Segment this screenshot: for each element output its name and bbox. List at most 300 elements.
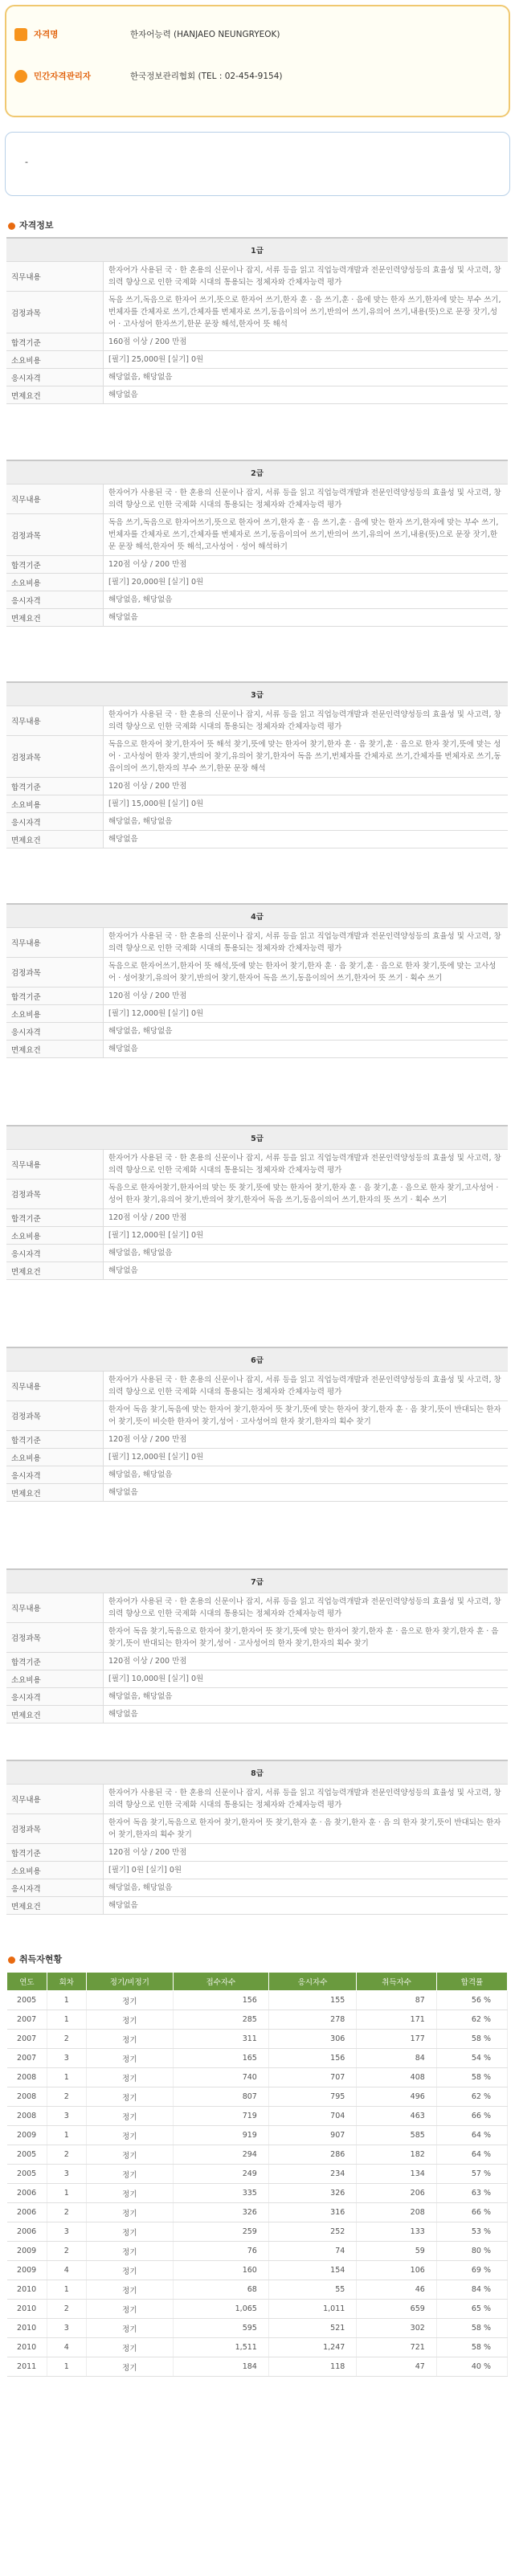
- grade-row-value: 한자어가 사용된 국 · 한 혼용의 신문이나 잡지, 서류 등을 읽고 직업능력개발과 전문인력양성등의 효율성 및 사고력, 창의력 향상으로 인한 국제화 시대의 통용되는 정체자와 간체자능력 평가: [104, 928, 509, 958]
- grade-row-value: [필기] 0원 [실기] 0원: [104, 1862, 509, 1879]
- grade-row-duty: [6, 262, 508, 292]
- grade-row-label: 응시자격: [6, 369, 104, 386]
- grade-row-label: 검정과목: [6, 1623, 104, 1653]
- grade-row-label: 검정과목: [6, 736, 104, 778]
- grade-row-label: 직무내용: [6, 706, 104, 736]
- qualification-name-label: 자격명: [34, 30, 59, 39]
- table-row: [7, 2261, 508, 2280]
- table-row: [7, 2184, 508, 2203]
- stats-cell: 정기: [86, 2030, 173, 2049]
- grade-row-label: 직무내용: [6, 928, 104, 958]
- table-row: [7, 2300, 508, 2319]
- grade-row-value: 120점 이상 / 200 만점: [104, 556, 509, 574]
- stats-cell: 286: [268, 2145, 356, 2165]
- grade-row-value: [필기] 12,000원 [실기] 0원: [104, 1227, 509, 1245]
- stats-cell: 2006: [7, 2184, 47, 2203]
- grade-row-subject: [6, 736, 508, 778]
- stats-cell: 2009: [7, 2126, 47, 2145]
- grade-row-value: 160점 이상 / 200 만점: [104, 333, 509, 351]
- grade-row-value: 해당없음: [104, 1262, 509, 1280]
- grade-row-label: 검정과목: [6, 514, 104, 556]
- stats-header-cell: 취득자수: [357, 1973, 437, 1991]
- stats-cell: 2008: [7, 2087, 47, 2107]
- grade-row-label: 응시자격: [6, 1879, 104, 1897]
- grade-row-value: 한자어가 사용된 국 · 한 혼용의 신문이나 잡지, 서류 등을 읽고 직업능력개발과 전문인력양성등의 효율성 및 사고력, 창의력 향상으로 인한 국제화 시대의 통용되는 정체자와 간체자능력 평가: [104, 706, 509, 736]
- stats-cell: 64 %: [436, 2126, 507, 2145]
- table-row: [7, 2165, 508, 2184]
- stats-cell: 58 %: [436, 2338, 507, 2357]
- stats-cell: 156: [173, 1991, 268, 2010]
- table-row: [7, 1991, 508, 2010]
- grade-row-value: 독음으로 한자어찾기,한자어의 맞는 뜻 찾기,뜻에 맞는 한자어 찾기,한자 훈 · 음 찾기,훈 · 음으로 한자 찾기,고사성어 · 성어 한자 찾기,유의어 찾기,반의어 찾기,한자어 독음 쓰기,동음이의어 쓰기,한자의 뜻 쓰기 · 획수 쓰기: [104, 1180, 509, 1209]
- grade-row-label: 소요비용: [6, 1862, 104, 1879]
- grade-row-label: 면제요건: [6, 1262, 104, 1280]
- grade-row-value: 해당없음, 해당없음: [104, 813, 509, 831]
- stats-cell: 496: [357, 2087, 437, 2107]
- grade-row-eligible: [6, 1688, 508, 1706]
- grade-row-value: 한자어가 사용된 국 · 한 혼용의 신문이나 잡지, 서류 등을 읽고 직업능력개발과 전문인력양성등의 효율성 및 사고력, 창의력 향상으로 인한 국제화 시대의 통용되는 정체자와 간체자능력 평가: [104, 1372, 509, 1401]
- grade-row-eligible: [6, 369, 508, 386]
- grade-row-duty: [6, 485, 508, 514]
- stats-cell: 919: [173, 2126, 268, 2145]
- stats-cell: 66 %: [436, 2203, 507, 2222]
- grade-row-value: 독음으로 한자어쓰기,한자어 뜻 해석,뜻에 맞는 한자어 찾기,한자 훈 · 음 찾기,훈 · 음으로 한자 찾기,뜻에 맞는 고사성어 · 성어찾기,유의어 찾기,반의어 찾기,한자어 독음 쓰기,동음이의어 쓰기,한자어 뜻 쓰기 · 획수 쓰기: [104, 958, 509, 987]
- stats-cell: 155: [268, 1991, 356, 2010]
- stats-cell: 1: [47, 2126, 86, 2145]
- table-row: [7, 2126, 508, 2145]
- grade-row-fee: [6, 1670, 508, 1688]
- grade-row-label: 응시자격: [6, 1466, 104, 1484]
- grade-row-duty: [6, 706, 508, 736]
- document-icon: [14, 28, 27, 41]
- grade-row-value: [필기] 12,000원 [실기] 0원: [104, 1005, 509, 1023]
- stats-cell: 2007: [7, 2030, 47, 2049]
- bullet-icon: [8, 223, 15, 230]
- grade-table: [6, 1760, 508, 1915]
- grade-row-label: 소요비용: [6, 1449, 104, 1466]
- stats-cell: 463: [357, 2107, 437, 2126]
- grade-row-value: 120점 이상 / 200 만점: [104, 1431, 509, 1449]
- grade-row-label: 응시자격: [6, 1023, 104, 1041]
- stats-cell: 4: [47, 2261, 86, 2280]
- stats-cell: 208: [357, 2203, 437, 2222]
- grade-row-pass: [6, 778, 508, 795]
- stats-cell: 2: [47, 2145, 86, 2165]
- grade-row-value: 해당없음, 해당없음: [104, 1466, 509, 1484]
- stats-cell: 106: [357, 2261, 437, 2280]
- grade-row-eligible: [6, 1245, 508, 1262]
- grade-row-label: 합격기준: [6, 778, 104, 795]
- stats-cell: 3: [47, 2107, 86, 2126]
- grade-row-label: 면제요건: [6, 1897, 104, 1915]
- stats-cell: 335: [173, 2184, 268, 2203]
- table-row: [7, 2280, 508, 2300]
- grade-row-label: 직무내용: [6, 1150, 104, 1180]
- grade-row-value: [필기] 20,000원 [실기] 0원: [104, 574, 509, 591]
- grade-row-label: 검정과목: [6, 1401, 104, 1431]
- grade-row-value: 한자어 독음 찾기,독음으로 한자어 찾기,한자어 뜻 찾기,한자 훈 · 음 찾기,한자 훈 · 음 의 한자 찾기,뜻이 반대되는 한자어 찾기,한자의 획수 찾기: [104, 1814, 509, 1844]
- stats-cell: 47: [357, 2357, 437, 2377]
- stats-cell: 정기: [86, 2107, 173, 2126]
- stats-cell: 1,511: [173, 2338, 268, 2357]
- grade-table: [6, 681, 508, 848]
- stats-cell: 정기: [86, 2261, 173, 2280]
- grade-row-value: 독음 쓰기,독음으로 한자어 쓰기,뜻으로 한자어 쓰기,한자 훈 · 음 쓰기,훈 · 음에 맞는 한자 쓰기,한자에 맞는 부수 쓰기,번체자를 간체자로 쓰기,간체자를 번체자로 쓰기,동음이의어 쓰기,반의어 쓰기,유의어 쓰기,내용(뜻)으로 문장 잣기,성어 · 고사성어 한자쓰기,한문 문장 해석,한자어 뜻 해석: [104, 292, 509, 333]
- stats-header-cell: 접수자수: [173, 1973, 268, 1991]
- grade-row-eligible: [6, 1879, 508, 1897]
- stats-cell: 2007: [7, 2010, 47, 2030]
- grade-row-exempt: [6, 1706, 508, 1723]
- stats-cell: 정기: [86, 1991, 173, 2010]
- qualification-name-value: 한자어능력 (HANJAEO NEUNGRYEOK): [130, 30, 280, 39]
- stats-cell: 719: [173, 2107, 268, 2126]
- grade-row-label: 직무내용: [6, 1593, 104, 1623]
- stats-cell: 165: [173, 2049, 268, 2068]
- stats-cell: 2008: [7, 2107, 47, 2126]
- stats-cell: 1,065: [173, 2300, 268, 2319]
- grade-row-subject: [6, 292, 508, 333]
- stats-cell: 294: [173, 2145, 268, 2165]
- stats-cell: 311: [173, 2030, 268, 2049]
- stats-cell: 2006: [7, 2203, 47, 2222]
- grade-row-subject: [6, 1814, 508, 1844]
- stats-cell: 521: [268, 2319, 356, 2338]
- grade-row-pass: [6, 1209, 508, 1227]
- stats-cell: 2005: [7, 1991, 47, 2010]
- stats-cell: 정기: [86, 2357, 173, 2377]
- table-row: [7, 2203, 508, 2222]
- stats-cell: 54 %: [436, 2049, 507, 2068]
- stats-cell: 259: [173, 2222, 268, 2242]
- stats-cell: 721: [357, 2338, 437, 2357]
- table-row: [7, 2068, 508, 2087]
- stats-cell: 234: [268, 2165, 356, 2184]
- stats-cell: 807: [173, 2087, 268, 2107]
- grade-row-subject: [6, 1180, 508, 1209]
- stats-cell: 80 %: [436, 2242, 507, 2261]
- stats-cell: 1,247: [268, 2338, 356, 2357]
- stats-header-cell: 합격률: [436, 1973, 507, 1991]
- stats-cell: 66 %: [436, 2107, 507, 2126]
- stats-cell: 2: [47, 2242, 86, 2261]
- grade-row-duty: [6, 1150, 508, 1180]
- grade-row-label: 합격기준: [6, 1431, 104, 1449]
- grade-row-label: 직무내용: [6, 485, 104, 514]
- stats-cell: 306: [268, 2030, 356, 2049]
- stats-cell: 정기: [86, 2319, 173, 2338]
- grade-row-value: 120점 이상 / 200 만점: [104, 1844, 509, 1862]
- grade-row-value: 독음으로 한자어 찾기,한자어 뜻 해석 찾기,뜻에 맞는 한자어 찾기,한자 훈 · 음 찾기,훈 · 음으로 한자 찾기,뜻에 맞는 성어 · 고사성어 한자 찾기,반의어 찾기,유의어 찾기,한자어 독음 쓰기,번체자를 간체자로 쓰기,간체자를 번체자로 쓰기,동음이의어 쓰기,한자의 부수 쓰기,한문 문장 해석: [104, 736, 509, 778]
- qualification-manager-label: 민간자격관리자: [34, 72, 92, 81]
- description-box: [5, 132, 510, 196]
- grade-row-value: 한자어가 사용된 국 · 한 혼용의 신문이나 잡지, 서류 등을 읽고 직업능력개발과 전문인력양성등의 효율성 및 사고력, 창의력 향상으로 인한 국제화 시대의 통용되는 정체자와 간체자능력 평가: [104, 1785, 509, 1814]
- grade-row-eligible: [6, 813, 508, 831]
- stats-cell: 285: [173, 2010, 268, 2030]
- grade-row-exempt: [6, 1041, 508, 1058]
- grade-row-subject: [6, 1623, 508, 1653]
- grade-row-value: [필기] 10,000원 [실기] 0원: [104, 1670, 509, 1688]
- grade-row-eligible: [6, 1466, 508, 1484]
- stats-cell: 69 %: [436, 2261, 507, 2280]
- stats-cell: 74: [268, 2242, 356, 2261]
- stats-cell: 정기: [86, 2087, 173, 2107]
- stats-cell: 184: [173, 2357, 268, 2377]
- description-text: -: [25, 157, 28, 167]
- qualification-manager-row: [14, 67, 283, 85]
- stats-cell: 326: [268, 2184, 356, 2203]
- grade-row-pass: [6, 1844, 508, 1862]
- grade-row-label: 소요비용: [6, 795, 104, 813]
- grade-row-label: 면제요건: [6, 1484, 104, 1502]
- stats-cell: 2009: [7, 2261, 47, 2280]
- section-title-info: [8, 219, 54, 231]
- grade-row-value: 한자어 독음 찾기,독음에 맞는 한자어 찾기,한자어 뜻 찾기,뜻에 맞는 한자어 찾기,한자 훈 · 음 찾기,뜻이 반대되는 한자어 찾기,뜻이 비슷한 한자어 찾기,성어 · 고사성어의 한자 찾기,한자의 획수 찾기: [104, 1401, 509, 1431]
- grade-row-label: 합격기준: [6, 333, 104, 351]
- section-title-stats-text: 취득자현황: [19, 1954, 63, 1965]
- stats-cell: 정기: [86, 2145, 173, 2165]
- grade-row-label: 소요비용: [6, 1005, 104, 1023]
- grade-title: 7급: [6, 1569, 508, 1593]
- stats-cell: 707: [268, 2068, 356, 2087]
- grade-row-pass: [6, 987, 508, 1005]
- qualification-header-box: [5, 5, 510, 117]
- grade-row-value: 독음 쓰기,독음으로 한자어쓰기,뜻으로 한자어 쓰기,한자 훈 · 음 쓰기,훈 · 음에 맞는 한자 쓰기,한자에 맞는 부수 쓰기,번체자를 간체자로 쓰기,간체자를 번체자로 쓰기,동음이의어 쓰기,반의어 쓰기,유의어 쓰기,내용(뜻)으로 문장 잣기,한문 문장 해석,한자어 뜻 해석,고사성어 · 성어 해석하기: [104, 514, 509, 556]
- stats-cell: 62 %: [436, 2010, 507, 2030]
- stats-cell: 55: [268, 2280, 356, 2300]
- grade-row-exempt: [6, 386, 508, 404]
- stats-table: [6, 1972, 508, 2377]
- grade-row-exempt: [6, 1484, 508, 1502]
- grade-row-value: [필기] 25,000원 [실기] 0원: [104, 351, 509, 369]
- grade-title: 8급: [6, 1760, 508, 1785]
- stats-cell: 1: [47, 2280, 86, 2300]
- stats-cell: 3: [47, 2222, 86, 2242]
- grade-row-fee: [6, 1005, 508, 1023]
- grade-row-value: 해당없음: [104, 1041, 509, 1058]
- table-row: [7, 2010, 508, 2030]
- grade-row-label: 응시자격: [6, 1688, 104, 1706]
- stats-cell: 2009: [7, 2242, 47, 2261]
- stats-cell: 정기: [86, 2010, 173, 2030]
- stats-cell: 3: [47, 2319, 86, 2338]
- grade-row-label: 직무내용: [6, 1785, 104, 1814]
- grade-row-exempt: [6, 831, 508, 848]
- stats-cell: 2005: [7, 2165, 47, 2184]
- grade-row-label: 소요비용: [6, 1227, 104, 1245]
- section-title-stats: [8, 1952, 62, 1965]
- stats-cell: 2010: [7, 2280, 47, 2300]
- grade-row-value: 해당없음, 해당없음: [104, 1023, 509, 1041]
- stats-cell: 704: [268, 2107, 356, 2126]
- grade-row-pass: [6, 1653, 508, 1670]
- stats-cell: 1: [47, 2010, 86, 2030]
- grade-row-label: 검정과목: [6, 958, 104, 987]
- grade-row-value: 해당없음: [104, 1484, 509, 1502]
- stats-cell: 63 %: [436, 2184, 507, 2203]
- grade-row-subject: [6, 958, 508, 987]
- stats-cell: 68: [173, 2280, 268, 2300]
- grade-row-value: 한자어가 사용된 국 · 한 혼용의 신문이나 잡지, 서류 등을 읽고 직업능력개발과 전문인력양성등의 효율성 및 사고력, 창의력 향상으로 인한 국제화 시대의 통용되는 정체자와 간체자능력 평가: [104, 485, 509, 514]
- stats-cell: 2: [47, 2203, 86, 2222]
- stats-cell: 795: [268, 2087, 356, 2107]
- stats-cell: 2010: [7, 2300, 47, 2319]
- stats-cell: 정기: [86, 2184, 173, 2203]
- grade-title: 6급: [6, 1347, 508, 1372]
- grade-table: [6, 1347, 508, 1502]
- grade-row-label: 응시자격: [6, 813, 104, 831]
- grade-row-value: 120점 이상 / 200 만점: [104, 1209, 509, 1227]
- grade-row-value: 해당없음: [104, 609, 509, 627]
- stats-cell: 58 %: [436, 2068, 507, 2087]
- grade-row-value: 해당없음: [104, 386, 509, 404]
- table-row: [7, 2338, 508, 2357]
- grade-row-value: [필기] 15,000원 [실기] 0원: [104, 795, 509, 813]
- grade-row-fee: [6, 1227, 508, 1245]
- stats-cell: 정기: [86, 2280, 173, 2300]
- qualification-manager-value: 한국정보관리협회 (TEL : 02-454-9154): [130, 72, 283, 81]
- stats-cell: 정기: [86, 2203, 173, 2222]
- grade-row-value: 해당없음, 해당없음: [104, 1245, 509, 1262]
- table-row: [7, 2242, 508, 2261]
- stats-cell: 326: [173, 2203, 268, 2222]
- grade-row-label: 직무내용: [6, 262, 104, 292]
- stats-cell: 154: [268, 2261, 356, 2280]
- grade-table: [6, 1125, 508, 1280]
- stats-cell: 252: [268, 2222, 356, 2242]
- grade-row-label: 응시자격: [6, 591, 104, 609]
- grade-row-eligible: [6, 591, 508, 609]
- grade-row-value: 해당없음: [104, 831, 509, 848]
- stats-cell: 2: [47, 2300, 86, 2319]
- grade-row-value: 해당없음, 해당없음: [104, 1688, 509, 1706]
- grade-row-label: 면제요건: [6, 386, 104, 404]
- stats-cell: 64 %: [436, 2145, 507, 2165]
- grade-table: [6, 460, 508, 627]
- stats-cell: 3: [47, 2049, 86, 2068]
- stats-cell: 정기: [86, 2338, 173, 2357]
- stats-cell: 40 %: [436, 2357, 507, 2377]
- stats-cell: 302: [357, 2319, 437, 2338]
- grade-row-duty: [6, 1785, 508, 1814]
- stats-cell: 316: [268, 2203, 356, 2222]
- qualification-name-row: [14, 26, 280, 43]
- stats-cell: 907: [268, 2126, 356, 2145]
- grade-row-fee: [6, 1862, 508, 1879]
- stats-cell: 58 %: [436, 2030, 507, 2049]
- grade-row-value: 120점 이상 / 200 만점: [104, 1653, 509, 1670]
- stats-cell: 1: [47, 2184, 86, 2203]
- grade-row-fee: [6, 1449, 508, 1466]
- grade-row-fee: [6, 351, 508, 369]
- stats-cell: 182: [357, 2145, 437, 2165]
- grade-row-pass: [6, 556, 508, 574]
- grade-title: 5급: [6, 1126, 508, 1150]
- stats-cell: 2011: [7, 2357, 47, 2377]
- stats-cell: 2008: [7, 2068, 47, 2087]
- stats-cell: 76: [173, 2242, 268, 2261]
- stats-cell: 정기: [86, 2126, 173, 2145]
- grade-row-value: 한자어가 사용된 국 · 한 혼용의 신문이나 잡지, 서류 등을 읽고 직업능력개발과 전문인력양성등의 효율성 및 사고력, 창의력 향상으로 인한 국제화 시대의 통용되는 정체자와 간체자능력 평가: [104, 1593, 509, 1623]
- stats-cell: 2005: [7, 2145, 47, 2165]
- grade-title: 4급: [6, 904, 508, 928]
- grade-title: 2급: [6, 460, 508, 485]
- grade-row-label: 합격기준: [6, 1653, 104, 1670]
- stats-cell: 2010: [7, 2338, 47, 2357]
- grade-row-subject: [6, 514, 508, 556]
- stats-cell: 65 %: [436, 2300, 507, 2319]
- stats-cell: 84: [357, 2049, 437, 2068]
- stats-cell: 2: [47, 2030, 86, 2049]
- table-row: [7, 2030, 508, 2049]
- grade-table: [6, 237, 508, 404]
- stats-cell: 278: [268, 2010, 356, 2030]
- grade-row-label: 소요비용: [6, 574, 104, 591]
- stats-cell: 3: [47, 2165, 86, 2184]
- stats-cell: 4: [47, 2338, 86, 2357]
- stats-cell: 53 %: [436, 2222, 507, 2242]
- grade-row-value: 해당없음, 해당없음: [104, 369, 509, 386]
- table-row: [7, 2049, 508, 2068]
- stats-cell: 1: [47, 2068, 86, 2087]
- grade-row-value: 해당없음: [104, 1897, 509, 1915]
- stats-header-cell: 정기/비정기: [86, 1973, 173, 1991]
- grade-row-pass: [6, 333, 508, 351]
- section-title-info-text: 자격정보: [19, 220, 54, 231]
- table-row: [7, 2087, 508, 2107]
- grade-table: [6, 903, 508, 1058]
- grade-row-value: 해당없음, 해당없음: [104, 1879, 509, 1897]
- stats-cell: 57 %: [436, 2165, 507, 2184]
- stats-cell: 2006: [7, 2222, 47, 2242]
- stats-cell: 46: [357, 2280, 437, 2300]
- stats-cell: 정기: [86, 2242, 173, 2261]
- stats-cell: 133: [357, 2222, 437, 2242]
- grade-row-value: 한자어가 사용된 국 · 한 혼용의 신문이나 잡지, 서류 등을 읽고 직업능력개발과 전문인력양성등의 효율성 및 사고력, 창의력 향상으로 인한 국제화 시대의 통용되는 정체자와 간체자능력 평가: [104, 1150, 509, 1180]
- grade-row-label: 소요비용: [6, 351, 104, 369]
- stats-cell: 2007: [7, 2049, 47, 2068]
- grade-row-duty: [6, 928, 508, 958]
- stats-cell: 134: [357, 2165, 437, 2184]
- stats-cell: 595: [173, 2319, 268, 2338]
- stats-cell: 정기: [86, 2222, 173, 2242]
- grade-row-label: 검정과목: [6, 1180, 104, 1209]
- grade-row-fee: [6, 574, 508, 591]
- grade-row-exempt: [6, 609, 508, 627]
- bullet-icon: [8, 1957, 15, 1964]
- grade-row-fee: [6, 795, 508, 813]
- stats-cell: 249: [173, 2165, 268, 2184]
- grade-row-label: 면제요건: [6, 831, 104, 848]
- grade-row-label: 합격기준: [6, 556, 104, 574]
- stats-cell: 1,011: [268, 2300, 356, 2319]
- table-row: [7, 2107, 508, 2126]
- grade-row-value: [필기] 12,000원 [실기] 0원: [104, 1449, 509, 1466]
- stats-cell: 1: [47, 2357, 86, 2377]
- stats-cell: 56 %: [436, 1991, 507, 2010]
- stats-cell: 84 %: [436, 2280, 507, 2300]
- table-row: [7, 2357, 508, 2377]
- grade-row-pass: [6, 1431, 508, 1449]
- stats-cell: 408: [357, 2068, 437, 2087]
- grade-table: [6, 1568, 508, 1723]
- stats-cell: 정기: [86, 2068, 173, 2087]
- stats-header-cell: 회차: [47, 1973, 86, 1991]
- stats-cell: 206: [357, 2184, 437, 2203]
- stats-cell: 171: [357, 2010, 437, 2030]
- stats-cell: 2: [47, 2087, 86, 2107]
- grade-row-label: 직무내용: [6, 1372, 104, 1401]
- stats-cell: 87: [357, 1991, 437, 2010]
